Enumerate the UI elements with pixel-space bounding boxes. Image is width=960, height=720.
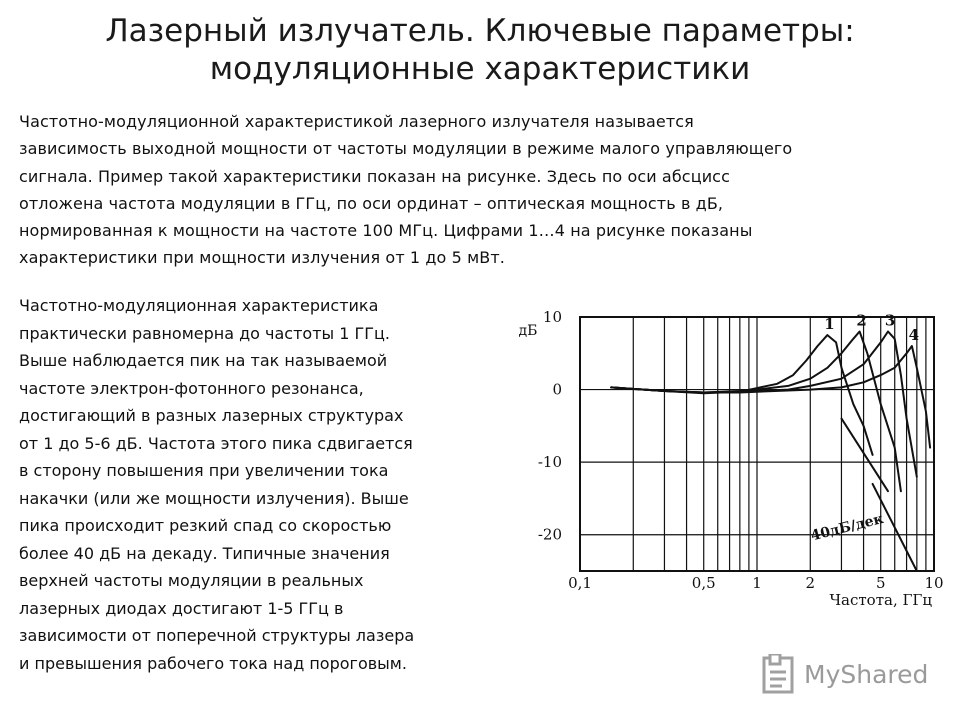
series-label: 3 xyxy=(884,311,896,330)
x-tick-label: 0,5 xyxy=(691,574,716,592)
side-line: достигающий в разных лазерных структурах xyxy=(19,406,404,425)
intro-line: характеристики при мощности излучения от 1 до 5 мВт. xyxy=(19,248,505,268)
title-line-2: модуляционные характеристики xyxy=(209,51,751,87)
labels xyxy=(519,308,944,609)
series-line-3 xyxy=(611,332,917,477)
x-axis-label: Частота, ГГц xyxy=(829,591,932,609)
intro-line: отложена частота модуляции в ГГц, по оси ординат – оптическая мощность в дБ, xyxy=(19,193,724,213)
myshared-logo-icon xyxy=(760,654,800,698)
side-line: от 1 до 5-6 дБ. Частота этого пика сдвигается xyxy=(19,433,413,453)
side-line: Выше наблюдается пик на так называемой xyxy=(19,351,388,370)
series-label: 2 xyxy=(856,311,867,330)
side-line: и превышения рабочего тока над пороговым. xyxy=(19,653,407,673)
watermark xyxy=(760,650,960,700)
watermark-text: MyShared xyxy=(804,660,929,689)
intro-line: нормированная к мощности на частоте 100 МГц. Цифрами 1…4 на рисунке показаны xyxy=(19,221,753,241)
x-tick-label: 2 xyxy=(805,574,816,592)
x-tick-label: 10 xyxy=(924,574,944,592)
grid xyxy=(580,317,934,571)
side-line: частоте электрон-фотонного резонанса, xyxy=(19,378,364,398)
y-tick-label: 10 xyxy=(542,308,562,326)
side-line: в сторону повышения при увеличении тока xyxy=(19,461,389,480)
series-line-1 xyxy=(611,335,872,455)
slide-title xyxy=(0,12,960,88)
frequency-response-chart xyxy=(500,300,950,620)
x-tick-label: 1 xyxy=(752,574,762,592)
y-axis-label: дБ xyxy=(518,323,538,339)
intro-line: Частотно-модуляционной характеристикой лазерного излучателя называется xyxy=(19,112,694,131)
side-line: лазерных диодах достигают 1-5 ГГц в xyxy=(19,598,344,618)
title-line-1: Лазерный излучатель. Ключевые параметры: xyxy=(105,13,855,49)
series-label: 1 xyxy=(824,315,835,334)
y-tick-label: 0 xyxy=(552,380,562,399)
intro-paragraph xyxy=(19,108,949,272)
intro-line: зависимость выходной мощности от частоты модуляции в режиме малого управляющего xyxy=(19,139,793,159)
series-label: 4 xyxy=(908,326,920,345)
side-line: практически равномерна до частоты 1 ГГц. xyxy=(19,323,391,343)
side-line: Частотно-модуляционная характеристика xyxy=(19,296,379,315)
side-line: верхней частоты модуляции в реальных xyxy=(19,571,364,590)
side-line: более 40 дБ на декаду. Типичные значения xyxy=(19,543,390,563)
side-paragraph xyxy=(19,292,499,677)
x-tick-label: 5 xyxy=(875,574,886,592)
y-tick-label: -20 xyxy=(537,525,562,544)
side-line: пика происходит резкий спад со скоростью xyxy=(19,516,392,535)
slope-annotation: 40дБ/дек xyxy=(809,510,886,545)
y-tick-label: -10 xyxy=(537,453,562,472)
side-line: накачки (или же мощности излучения). Выше xyxy=(19,488,409,508)
x-tick-label: 0,1 xyxy=(568,574,592,592)
side-line: зависимости от поперечной структуры лазера xyxy=(19,626,415,645)
series-line-4 xyxy=(611,346,930,448)
intro-line: сигнала. Пример такой характеристики показан на рисунке. Здесь по оси абсцисс xyxy=(19,166,730,186)
